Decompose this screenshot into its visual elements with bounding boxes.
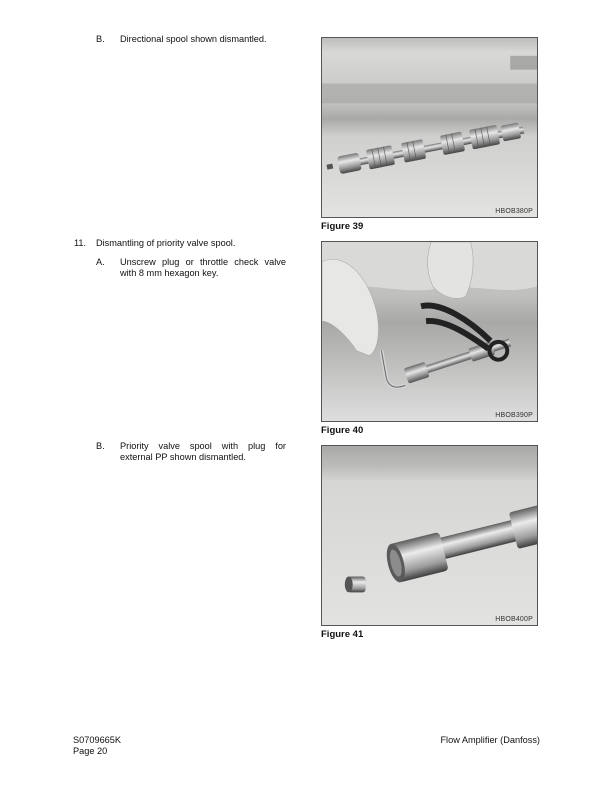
figure-41-caption: Figure 41 — [321, 629, 364, 640]
item-b-text: Directional spool shown dismantled. — [120, 34, 267, 44]
figure-39-caption: Figure 39 — [321, 221, 364, 232]
item-b2-line2: external PP shown dismantled. — [120, 452, 246, 462]
figure-39-code: HBOB380P — [495, 208, 533, 215]
step-number: 11. — [74, 238, 87, 248]
item-a-line2: with 8 mm hexagon key. — [120, 268, 219, 278]
hexagon-key-photo-image — [322, 242, 537, 421]
item-a-marker: A. — [96, 257, 105, 267]
figure-39-photo — [321, 37, 538, 218]
item-b2-marker: B. — [96, 441, 105, 451]
figure-41-code: HBOB400P — [495, 616, 533, 623]
figure-40-photo — [321, 241, 538, 422]
footer-doc-number: S0709665K — [73, 735, 122, 745]
item-b-marker: B. — [96, 34, 105, 44]
figure-41-photo — [321, 445, 538, 626]
figure-40-caption: Figure 40 — [321, 425, 364, 436]
footer-page-number: Page 20 — [73, 746, 108, 756]
step-text: Dismantling of priority valve spool. — [96, 238, 236, 248]
footer-title: Flow Amplifier (Danfoss) — [440, 735, 540, 745]
item-b2-line1: Priority valve spool with plug for — [120, 441, 286, 451]
spool-photo-image — [322, 38, 537, 217]
figure-40-code: HBOB390P — [495, 412, 533, 419]
priority-spool-photo-image — [322, 446, 537, 625]
item-a-line1: Unscrew plug or throttle check valve — [120, 257, 286, 267]
